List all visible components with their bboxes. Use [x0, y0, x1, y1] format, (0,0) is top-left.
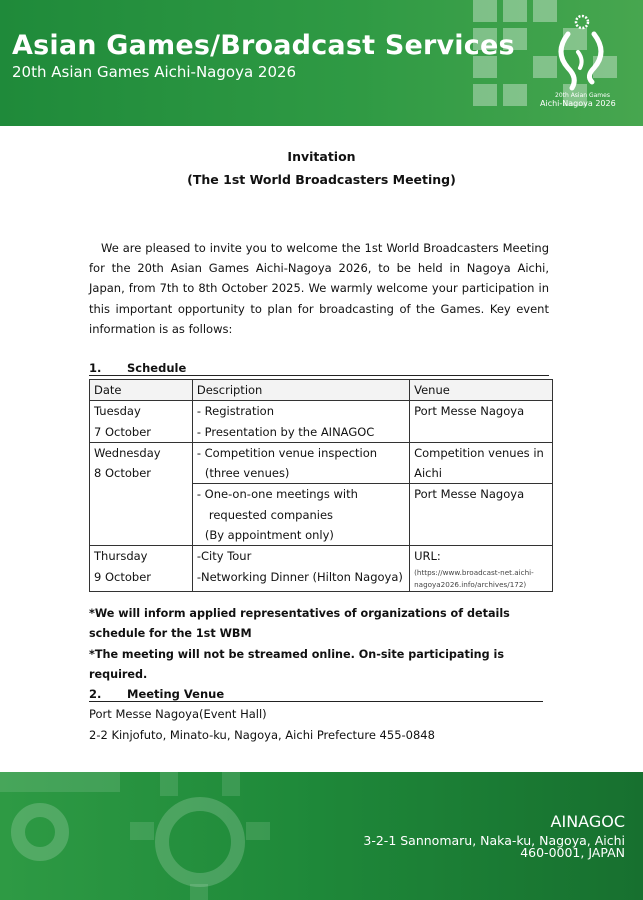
- description-cell: [192, 442, 409, 484]
- intro-line: the 20th Asian Games Aichi-Nagoya 2026, to be held in Nagoya Aichi, Japan, from: [89, 261, 549, 296]
- venue-text: Competition venues in: [414, 445, 544, 460]
- date-cell: [90, 401, 193, 443]
- logo-caption: Aichi-Nagoya 2026: [540, 99, 616, 108]
- description-text: -City Tour: [196, 549, 252, 564]
- document-title: Invitation: [287, 149, 356, 164]
- footer-address: [363, 835, 625, 859]
- footer-address-line: 460-0001, JAPAN: [520, 845, 625, 860]
- schedule-table: [89, 379, 553, 592]
- header-title: Asian Games/Broadcast Services: [12, 30, 515, 61]
- venue-address: 2-2 Kinjofuto, Minato-ku, Nagoya, Aichi Prefecture 455-0848: [89, 728, 435, 742]
- day-text: Wednesday: [94, 445, 161, 460]
- column-header: Description: [192, 380, 409, 401]
- intro-line: follows:: [188, 321, 233, 336]
- date-cell: [90, 546, 193, 591]
- logo-caption-small: 20th Asian Games: [555, 92, 610, 99]
- venue-cell: [410, 546, 553, 591]
- footer-org: AINAGOC: [550, 812, 625, 831]
- section-title: Schedule: [127, 361, 187, 375]
- table-row: [90, 401, 553, 443]
- description-text: (By appointment only): [204, 528, 334, 543]
- venue-cell: [410, 484, 553, 546]
- column-header: Venue: [410, 380, 553, 401]
- venue-text: Aichi: [414, 466, 442, 481]
- description-cell: [192, 484, 409, 546]
- date-text: 8 October: [94, 466, 151, 481]
- column-header: Date: [90, 380, 193, 401]
- day-text: Tuesday: [94, 404, 141, 419]
- schedule-note: *We will inform applied representatives of organizations of details schedule for the 1st WBM: [89, 607, 510, 640]
- description-cell: [192, 546, 409, 591]
- footer-address-line: 3-2-1 Sannomaru, Naka-ku, Nagoya, Aichi: [363, 833, 625, 848]
- section-number: 1.: [89, 361, 102, 375]
- gear-pattern-icon: [0, 772, 360, 900]
- description-text: - Registration: [196, 404, 274, 419]
- intro-line: 7th to 8th October 2025. We warmly welcome your participation in this important: [89, 281, 549, 316]
- intro-paragraph: [89, 238, 549, 339]
- document-subtitle: (The 1st World Broadcasters Meeting): [187, 172, 456, 187]
- venue-name: Port Messe Nagoya(Event Hall): [89, 707, 267, 721]
- date-cell: [90, 442, 193, 545]
- description-text: -Networking Dinner (Hilton Nagoya): [196, 569, 403, 584]
- venue-text: Port Messe Nagoya: [414, 404, 525, 419]
- section-number: 2.: [89, 687, 102, 701]
- description-cell: [192, 401, 409, 443]
- intro-line: opportunity to plan for broadcasting of the Games. Key event information is as: [89, 301, 549, 336]
- intro-line: We are pleased to invite you to welcome the 1st World Broadcasters Meeting for: [89, 241, 549, 276]
- header-subtitle: 20th Asian Games Aichi-Nagoya 2026: [12, 63, 297, 81]
- table-row: [90, 442, 553, 484]
- schedule-note: *The meeting will not be streamed online. On-site participating is required.: [89, 648, 505, 681]
- table-row: [90, 546, 553, 591]
- games-logo-icon: [548, 12, 618, 92]
- footer-banner: [0, 772, 643, 900]
- description-text: - One-on-one meetings with: [196, 487, 358, 502]
- venue-cell: [410, 401, 553, 443]
- header-banner: [0, 0, 643, 126]
- venue-text: Port Messe Nagoya: [414, 487, 525, 502]
- url-link[interactable]: (https://www.broadcast-net.aichi-nagoya2026.info/archives/172): [414, 567, 534, 589]
- description-text: (three venues): [204, 466, 290, 481]
- date-text: 9 October: [94, 569, 151, 584]
- description-text: - Competition venue inspection: [196, 445, 378, 460]
- day-text: Thursday: [94, 549, 148, 564]
- section-title: Meeting Venue: [127, 687, 225, 701]
- date-text: 7 October: [94, 424, 151, 439]
- description-text: - Presentation by the AINAGOC: [196, 424, 375, 439]
- description-text: requested companies: [208, 507, 334, 522]
- table-header-row: [90, 380, 553, 401]
- schedule-heading: [89, 361, 549, 376]
- venue-cell: [410, 442, 553, 484]
- venue-heading: [89, 687, 543, 702]
- venue-text: URL:: [414, 549, 441, 564]
